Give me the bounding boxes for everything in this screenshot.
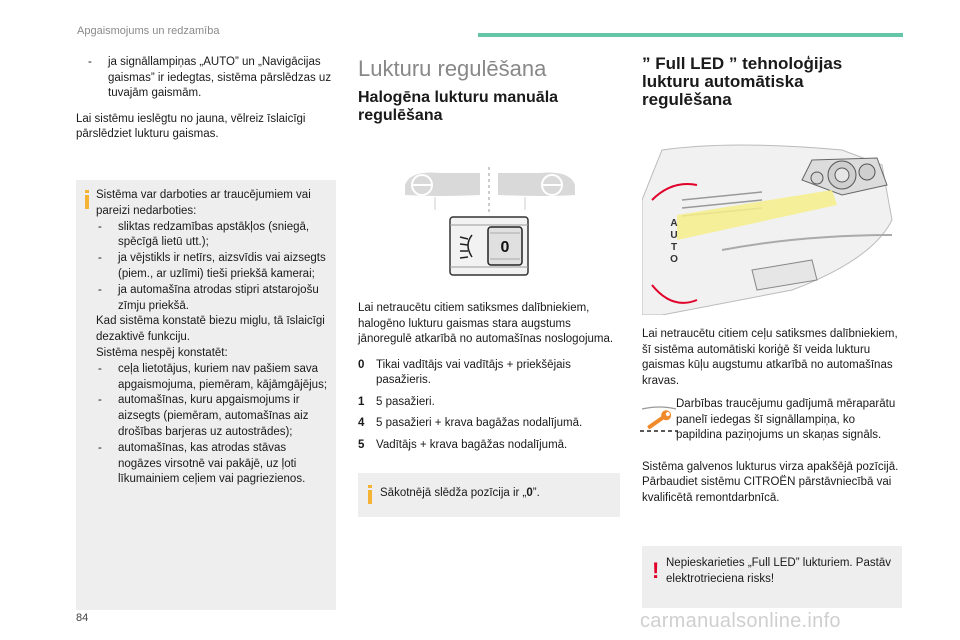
load-position-row: 4 5 pasažieri + krava bagāžas nodalījumā. xyxy=(358,417,583,429)
paragraph: Lai netraucētu citiem ceļu satiksmes dalībniekiem, šī sistēma automātiski koriģē šī veida lukturu gaismas kūļu augstumu atkarībā no automašīnas kravas. xyxy=(642,328,898,387)
svg-text:A: A xyxy=(670,218,678,229)
load-position-row: 5 Vadītājs + krava bagāžas nodalījumā. xyxy=(358,438,568,451)
load-position-row: 0 Tikai vadītājs vai vadītājs + priekšējais pasažieris. xyxy=(358,358,571,386)
auto-vertical-label xyxy=(670,218,678,265)
list-item: - automašīnas, kuru apgaismojums ir aizsegts (piemēram, automašīnas aiz drošības barjeras uz autostrādes); xyxy=(98,394,309,438)
subsection-title: Halogēna lukturu manuāla regulēšana xyxy=(358,89,559,124)
paragraph: Sistēma galvenos lukturus virza apakšējā pozīcijā. xyxy=(642,460,899,473)
paragraph: Lai sistēmu ieslēgtu no jauna, vēlreiz īslaicīgi pārslēdziet lukturu gaismas. xyxy=(76,112,306,140)
paragraph: Lai netraucētu citiem satiksmes dalībniekiem, halogēno lukturu gaismas stara augstums jānoregulē atkarībā no automašīnas noslogojuma. xyxy=(358,302,614,345)
section-title-full-led: ” Full LED ” tehnoloģijas lukturu automātiska regulēšana xyxy=(642,54,843,109)
list-item: - ja automašīna atrodas stipri atstarojošu zīmju priekšā. xyxy=(98,283,319,312)
tip-box-limitations xyxy=(76,180,336,610)
load-position-row: 1 5 pasažieri. xyxy=(358,395,435,408)
list-item: - ceļa lietotājus, kuriem nav pašiem sava apgaismojuma, piemēram, kājāmgājējus; xyxy=(98,362,328,391)
svg-text:U: U xyxy=(670,230,678,241)
info-tip-icon xyxy=(85,190,89,210)
page-number: 84 xyxy=(76,612,89,624)
list-item: - ja vējstikls ir netīrs, aizsvīdis vai aizsegts (piem., ar uzlīmi) tieši priekšā kamerai; xyxy=(98,252,326,280)
column-3-text xyxy=(642,327,904,514)
full-led-headlamp-illustration xyxy=(642,140,904,315)
header-accent-bar xyxy=(478,33,903,37)
paragraph: Sistēma nespēj konstatēt: xyxy=(96,346,228,359)
column-2-text xyxy=(358,301,620,459)
fault-warning-row: Darbības traucējumu gadījumā mēraparātu panelī iedegas šī signāllampiņa, ko papildina paziņojums un skaņas signāls. xyxy=(642,397,904,444)
dashboard-right-silhouette xyxy=(498,173,575,197)
section-title: Lukturu regulēšana xyxy=(358,56,547,81)
tip-box-initial-position: Sākotnējā slēdža pozīcija ir „0”. xyxy=(358,473,620,517)
warning-exclamation-icon: ! xyxy=(652,558,660,583)
svg-text:T: T xyxy=(670,242,678,253)
list-item: - sliktas redzamības apstākļos (sniegā, spēcīgā lietū utt.); xyxy=(98,220,310,249)
section-header: Apgaismojums un redzamība xyxy=(77,25,220,37)
watermark: carmanualsonline.info xyxy=(640,610,841,632)
headlamp-fault-warning-icon xyxy=(640,405,678,435)
paragraph: Pārbaudiet sistēmu CITROËN pārstāvniecībā vai kvalificētā remontdarbnīcā. xyxy=(642,476,892,504)
column-2 xyxy=(358,55,620,125)
column-1 xyxy=(76,55,338,153)
svg-text:O: O xyxy=(670,254,678,265)
paragraph: Kad sistēma konstatē biezu miglu, tā īslaicīgi dezaktivē funkciju. xyxy=(96,315,325,344)
info-tip-icon xyxy=(368,485,372,505)
warning-box-electric-shock: ! Nepieskarieties „Full LED” lukturiem. Pastāv elektrotrieciena risks! xyxy=(642,546,902,608)
paragraph: Sistēma var darboties ar traucējumiem vai pareizi nedarboties: xyxy=(96,189,311,217)
list-item: - automašīnas, kas atrodas stāvas nogāzes virsotnē vai pakājē, uz ļoti līkumainiem ceļiem vai pagriezienos. xyxy=(98,441,306,486)
knob-value-label: 0 xyxy=(500,239,510,256)
headlamp-adjuster-illustration xyxy=(400,165,580,285)
dash-list-item: - ja signāllampiņas „AUTO” un „Navigācijas gaismas” ir iedegtas, sistēma pārslēdzas uz tuvajām gaismām. xyxy=(88,56,332,99)
